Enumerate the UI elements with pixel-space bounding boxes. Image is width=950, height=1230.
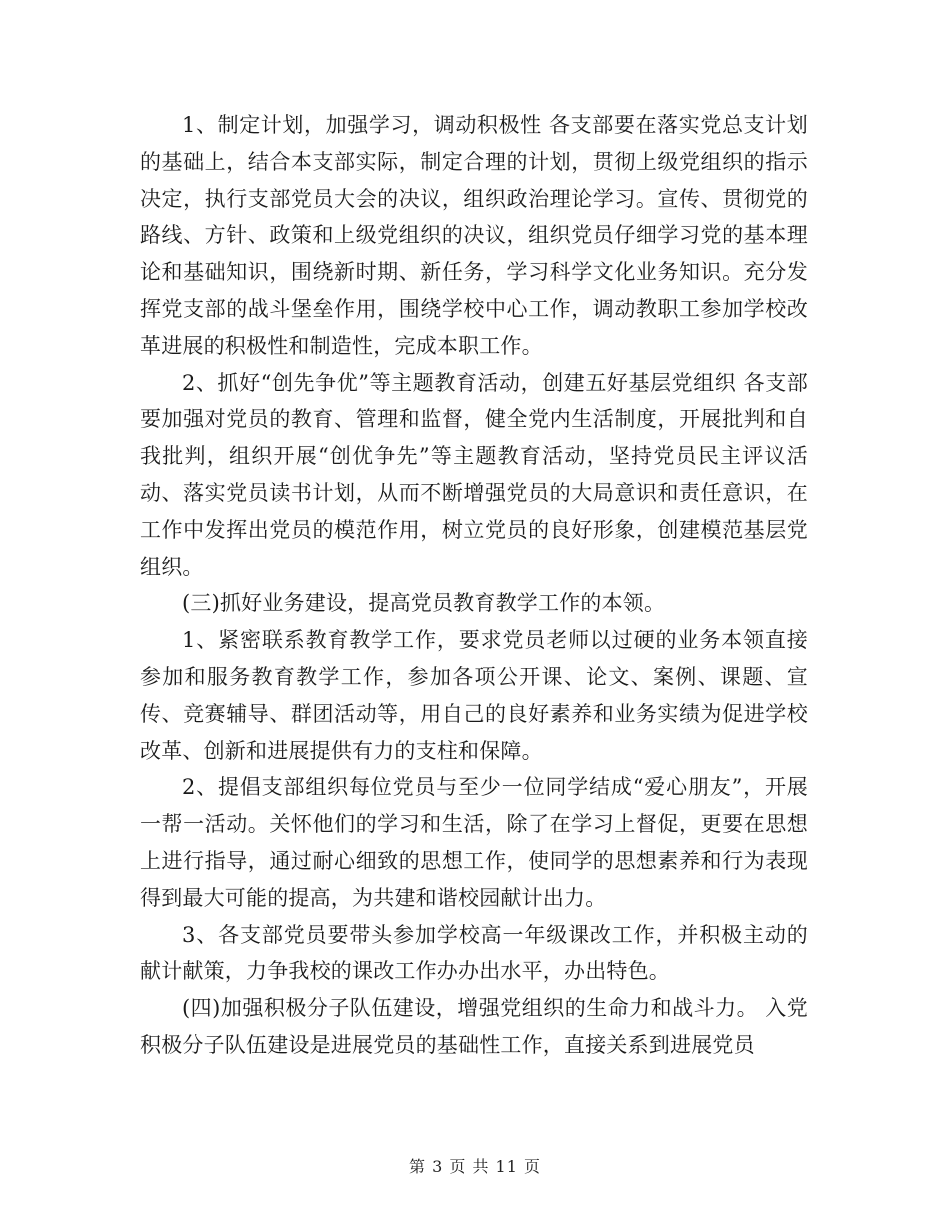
paragraph-caring-friends: 2、提倡支部组织每位党员与至少一位同学结成“爱心朋友”，开展一帮一活动。关怀他们的学习和生活，除了在学习上督促，更要在思想上进行指导，通过耐心细致的思想工作，使同学的思想素养和行为表现得到最大可能的提高，为共建和谐校园献计出力。 [140,775,808,910]
paragraph-plan-study: 1、制定计划，加强学习，调动积极性 各支部要在落实党总支计划的基础上，结合本支部实际，制定合理的计划，贯彻上级党组织的指示决定，执行支部党员大会的决议，组织政治理论学习。宣传、贯彻党的路线、方针、政策和上级党组织的决议，组织党员仔细学习党的基本理论和基础知识，围绕新时期、新任务，学习科学文化业务知识。充分发挥党支部的战斗堡垒作用，围绕学校中心工作，调动教职工参加学校改革进展的积极性和制造性，完成本职工作。 [140,113,808,358]
page-number-footer: 第 3 页 共 11 页 [409,1157,541,1176]
paragraph-theme-education: 2、抓好“创先争优”等主题教育活动，创建五好基层党组织 各支部要加强对党员的教育、管理和监督，健全党内生活制度，开展批判和自我批判，组织开展“创优争先”等主题教育活动，坚持党员民主评议活动、落实党员读书计划，从而不断增强党员的大局意识和责任意识，在工作中发挥出党员的模范作用，树立党员的良好形象，创建模范基层党组织。 [140,370,808,579]
paragraph-curriculum-reform: 3、各支部党员要带头参加学校高一年级课改工作，并积极主动的献计献策，力争我校的课改工作办办出水平，办出特色。 [140,922,808,984]
document-body [140,107,808,1064]
section-heading-business-building: (三)抓好业务建设，提高党员教育教学工作的本领。 [182,591,666,616]
paragraph-teaching-work: 1、紧密联系教育教学工作，要求党员老师以过硬的业务本领直接参加和服务教育教学工作，参加各项公开课、论文、案例、课题、宣传、竞赛辅导、群团活动等，用自己的良好素养和业务实绩为促进学校改革、创新和进展提供有力的支柱和保障。 [140,628,808,763]
section-heading-activist-team: (四)加强积极分子队伍建设，增强党组织的生命力和战斗力。 入党积极分子队伍建设是进展党员的基础性工作，直接关系到进展党员 [140,996,808,1057]
